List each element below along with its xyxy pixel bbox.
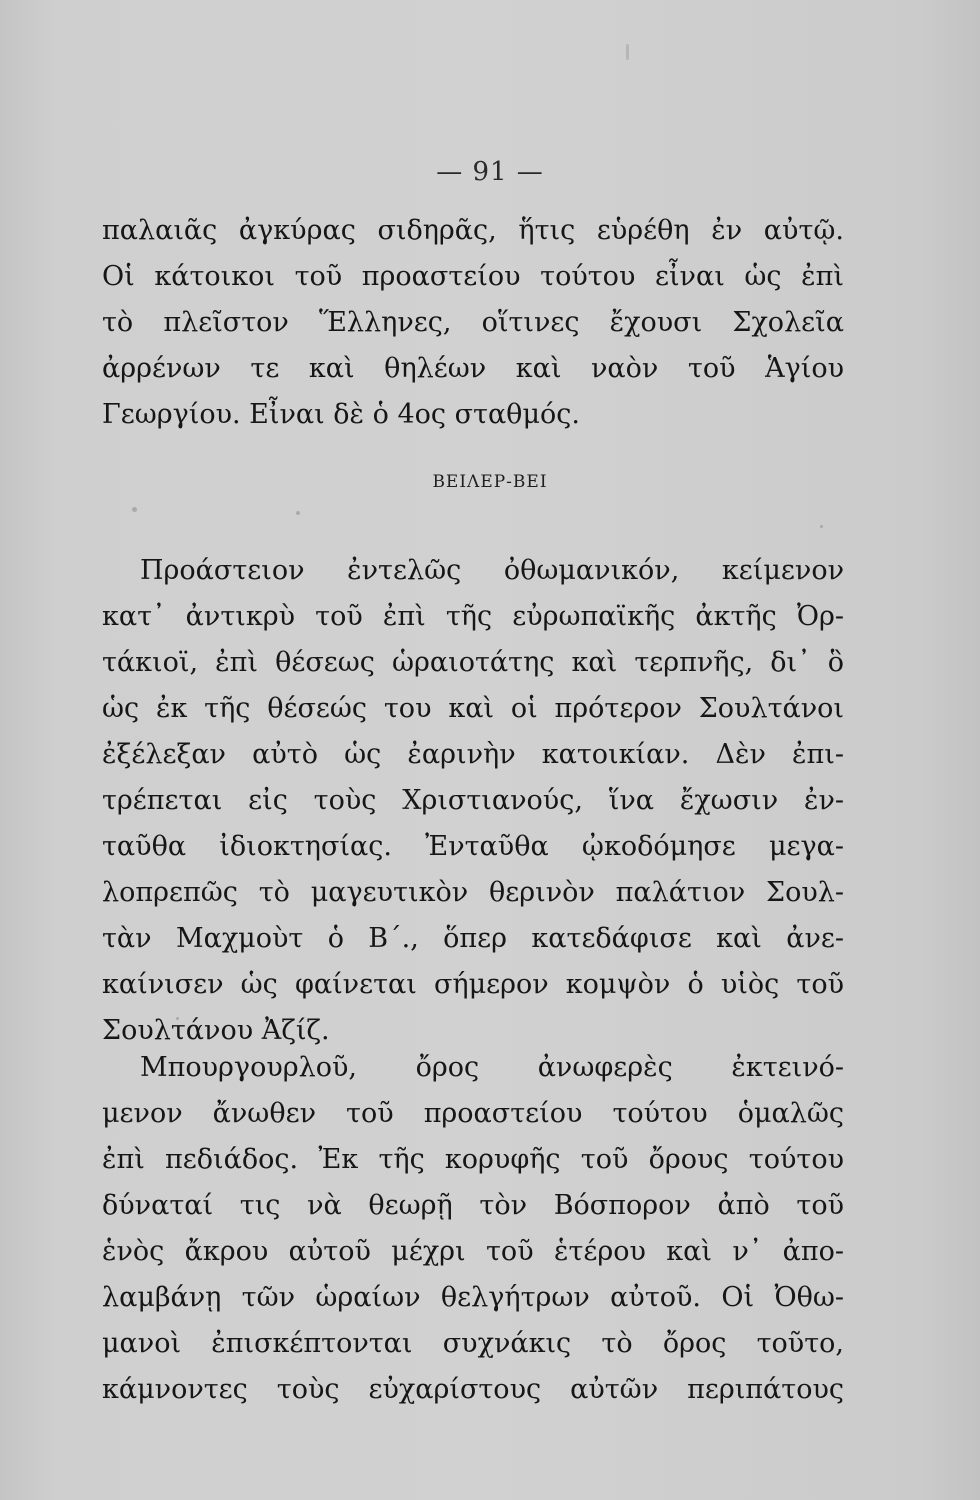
text-line: δύναταί τις νὰ θεωρῇ τὸν Βόσπορον ἀπὸ τοῦ <box>102 1190 844 1221</box>
paper-blemish <box>132 507 137 512</box>
text-line: Προάστειον ἐντελῶς ὀθωμανικόν, κείμενον <box>140 555 844 586</box>
text-line: παλαιᾶς ἀγκύρας σιδηρᾶς, ἥτις εὑρέθη ἐν αὐτῷ. <box>102 215 844 246</box>
paper-blemish <box>296 511 300 515</box>
text-line: ὡς ἐκ τῆς θέσεώς του καὶ οἱ πρότερον Σουλτάνοι <box>102 693 844 724</box>
text-line: Μπουργουρλοῦ, ὄρος ἀνωφερὲς ἐκτεινό- <box>140 1052 844 1083</box>
paragraph-beilerbei <box>102 548 844 1054</box>
page-number: — 91 — <box>436 157 544 187</box>
text-line: κατ᾽ ἀντικρὺ τοῦ ἐπὶ τῆς εὐρωπαϊκῆς ἀκτῆς Ὀρ- <box>102 601 844 632</box>
paper-blemish <box>820 525 823 528</box>
text-line: λοπρεπῶς τὸ μαγευτικὸν θερινὸν παλάτιον Σουλ- <box>102 877 844 908</box>
section-heading: ΒΕΙΛΕΡ-ΒΕΙ <box>432 472 548 492</box>
text-line: τρέπεται εἰς τοὺς Χριστιανούς, ἵνα ἔχωσιν ἐν- <box>102 785 844 816</box>
text-line: καίνισεν ὡς φαίνεται σήμερον κομψὸν ὁ υἱὸς τοῦ <box>102 969 844 1000</box>
text-line: λαμβάνῃ τῶν ὡραίων θελγήτρων αὐτοῦ. Οἱ Ὀθω- <box>102 1282 844 1313</box>
text-line: ἑνὸς ἄκρου αὐτοῦ μέχρι τοῦ ἑτέρου καὶ ν᾽ ἀπο- <box>102 1236 844 1267</box>
text-line: κάμνοντες τοὺς εὐχαρίστους αὐτῶν περιπάτους <box>102 1374 844 1405</box>
text-line: Γεωργίου. Εἶναι δὲ ὁ 4ος σταθμός. <box>102 399 580 430</box>
paper-blemish <box>626 44 629 60</box>
text-line: Οἱ κάτοικοι τοῦ προαστείου τούτου εἶναι ὡς ἐπὶ <box>102 261 844 292</box>
paragraph-bourgourlou <box>102 1045 844 1413</box>
text-line: Σουλτάνου Ἀζίζ. <box>102 1015 330 1046</box>
paragraph-intro <box>102 208 844 438</box>
text-line: μανοὶ ἐπισκέπτονται συχνάκις τὸ ὄρος τοῦτο, <box>102 1328 844 1359</box>
text-line: τὸ πλεῖστον Ἕλληνες, οἵτινες ἔχουσι Σχολεῖα <box>102 307 844 338</box>
text-line: ἀρρένων τε καὶ θηλέων καὶ ναὸν τοῦ Ἁγίου <box>102 353 844 384</box>
text-line: μενον ἄνωθεν τοῦ προαστείου τούτου ὁμαλῶς <box>102 1098 844 1129</box>
text-line: ἐπὶ πεδιάδος. Ἐκ τῆς κορυφῆς τοῦ ὄρους τούτου <box>102 1144 844 1175</box>
text-line: ταῦθα ἰδιοκτησίας. Ἐνταῦθα ᾠκοδόμησε μεγα- <box>102 831 844 862</box>
text-line: τὰν Μαχμοὺτ ὁ Β΄., ὅπερ κατεδάφισε καὶ ἀνε- <box>102 923 844 954</box>
text-line: τάκιοϊ, ἐπὶ θέσεως ὡραιοτάτης καὶ τερπνῆς, δι᾽ ὃ <box>102 647 844 678</box>
text-line: ἐξέλεξαν αὐτὸ ὡς ἐαρινὴν κατοικίαν. Δὲν ἐπι- <box>102 739 844 770</box>
